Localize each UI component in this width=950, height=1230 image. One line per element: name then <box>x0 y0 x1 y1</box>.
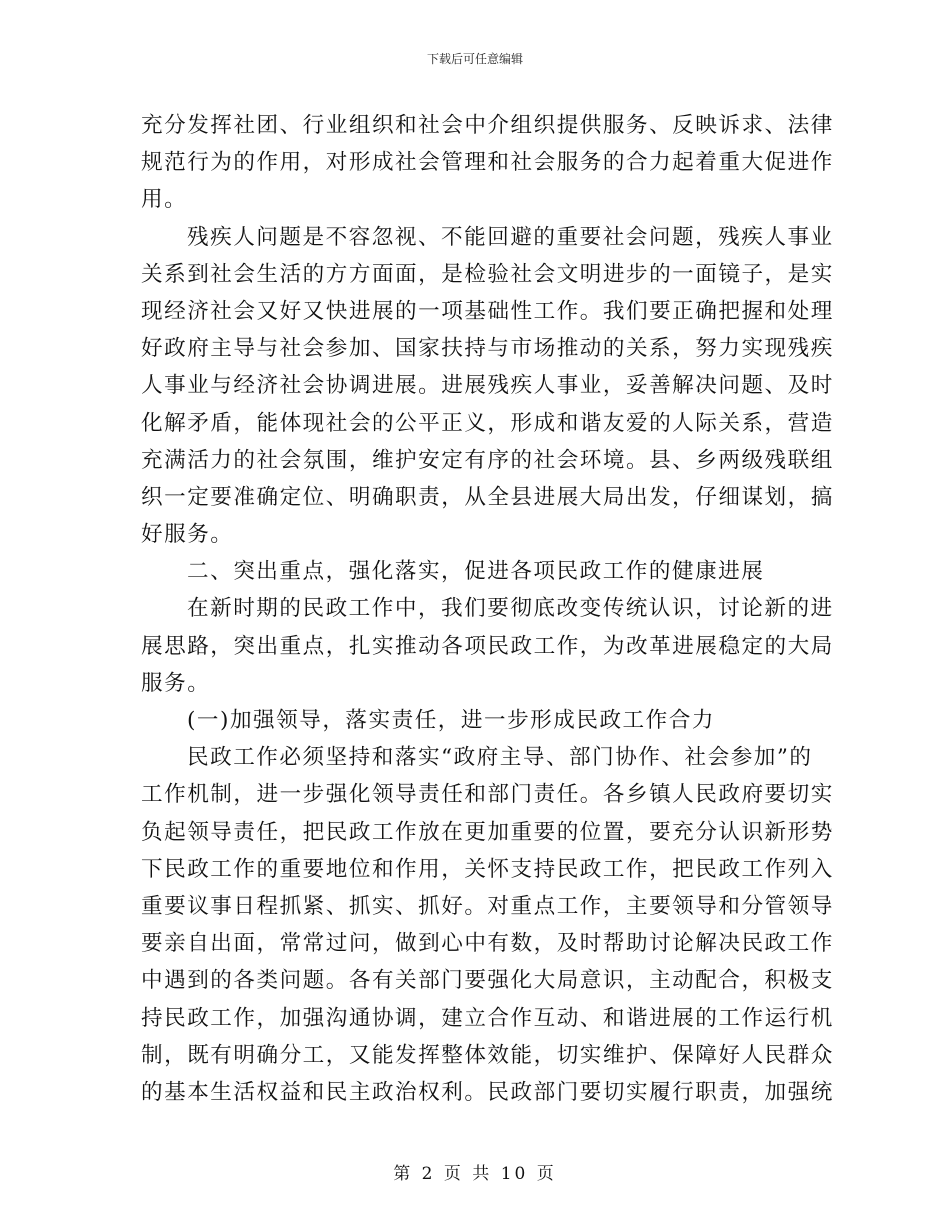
text-line: 规范行为的作用，对形成社会管理和社会服务的合力起着重大促进作 <box>141 150 834 176</box>
paragraph-start-line: 民政工作必须坚持和落实“政府主导、部门协作、社会参加”的 <box>187 745 813 771</box>
text-line: 工作机制，进一步强化领导责任和部门责任。各乡镇人民政府要切实 <box>141 782 834 808</box>
subsection-heading: (一)加强领导，落实责任，进一步形成民政工作合力 <box>187 708 715 733</box>
text-line: 人事业与经济社会协调进展。进展残疾人事业，妥善解决问题、及时 <box>141 373 834 399</box>
text-line: 制，既有明确分工，又能发挥整体效能，切实维护、保障好人民群众 <box>141 1042 834 1068</box>
text-line: 化解矛盾，能体现社会的公平正义，形成和谐友爱的人际关系，营造 <box>141 410 834 436</box>
page-number-footer: 第 2 页 共 10 页 <box>393 1164 557 1184</box>
text-line: 服务。 <box>141 670 211 696</box>
text-line: 要亲自出面，常常过问，做到心中有数，及时帮助讨论解决民政工作 <box>141 931 834 957</box>
text-line: 好服务。 <box>141 522 234 548</box>
text-line: 充满活力的社会氛围，维护安定有序的社会环境。县、乡两级残联组 <box>141 447 834 473</box>
text-line: 的基本生活权益和民主政治权利。民政部门要切实履行职责，加强统 <box>141 1079 834 1105</box>
text-line: 现经济社会又好又快进展的一项基础性工作。我们要正确把握和处理 <box>141 298 834 324</box>
text-line: 用。 <box>141 187 188 213</box>
text-line: 充分发挥社团、行业组织和社会中介组织提供服务、反映诉求、法律 <box>141 113 834 138</box>
text-line: 关系到社会生活的方方面面，是检验社会文明进步的一面镜子，是实 <box>141 261 834 287</box>
paragraph-start-line: 在新时期的民政工作中，我们要彻底改变传统认识，讨论新的进 <box>187 596 834 622</box>
page-header: 下载后可任意编辑 <box>426 52 523 66</box>
text-line: 重要议事日程抓紧、抓实、抓好。对重点工作，主要领导和分管领导 <box>141 893 834 919</box>
text-line: 展思路，突出重点，扎实推动各项民政工作，为改革进展稳定的大局 <box>141 633 834 659</box>
document-body <box>141 107 834 1111</box>
paragraph-start-line: 残疾人问题是不容忽视、不能回避的重要社会问题，残疾人事业 <box>187 224 834 250</box>
text-line: 织一定要准确定位、明确职责，从全县进展大局出发，仔细谋划，搞 <box>141 484 834 510</box>
text-line: 中遇到的各类问题。各有关部门要强化大局意识，主动配合，积极支 <box>141 968 834 994</box>
text-line: 下民政工作的重要地位和作用，关怀支持民政工作，把民政工作列入 <box>141 856 834 882</box>
text-line: 好政府主导与社会参加、国家扶持与市场推动的关系，努力实现残疾 <box>141 336 834 362</box>
section-heading: 二、突出重点，强化落实，促进各项民政工作的健康进展 <box>187 559 765 585</box>
text-line: 持民政工作，加强沟通协调，建立合作互动、和谐进展的工作运行机 <box>141 1005 834 1031</box>
text-line: 负起领导责任，把民政工作放在更加重要的位置，要充分认识新形势 <box>141 819 834 845</box>
